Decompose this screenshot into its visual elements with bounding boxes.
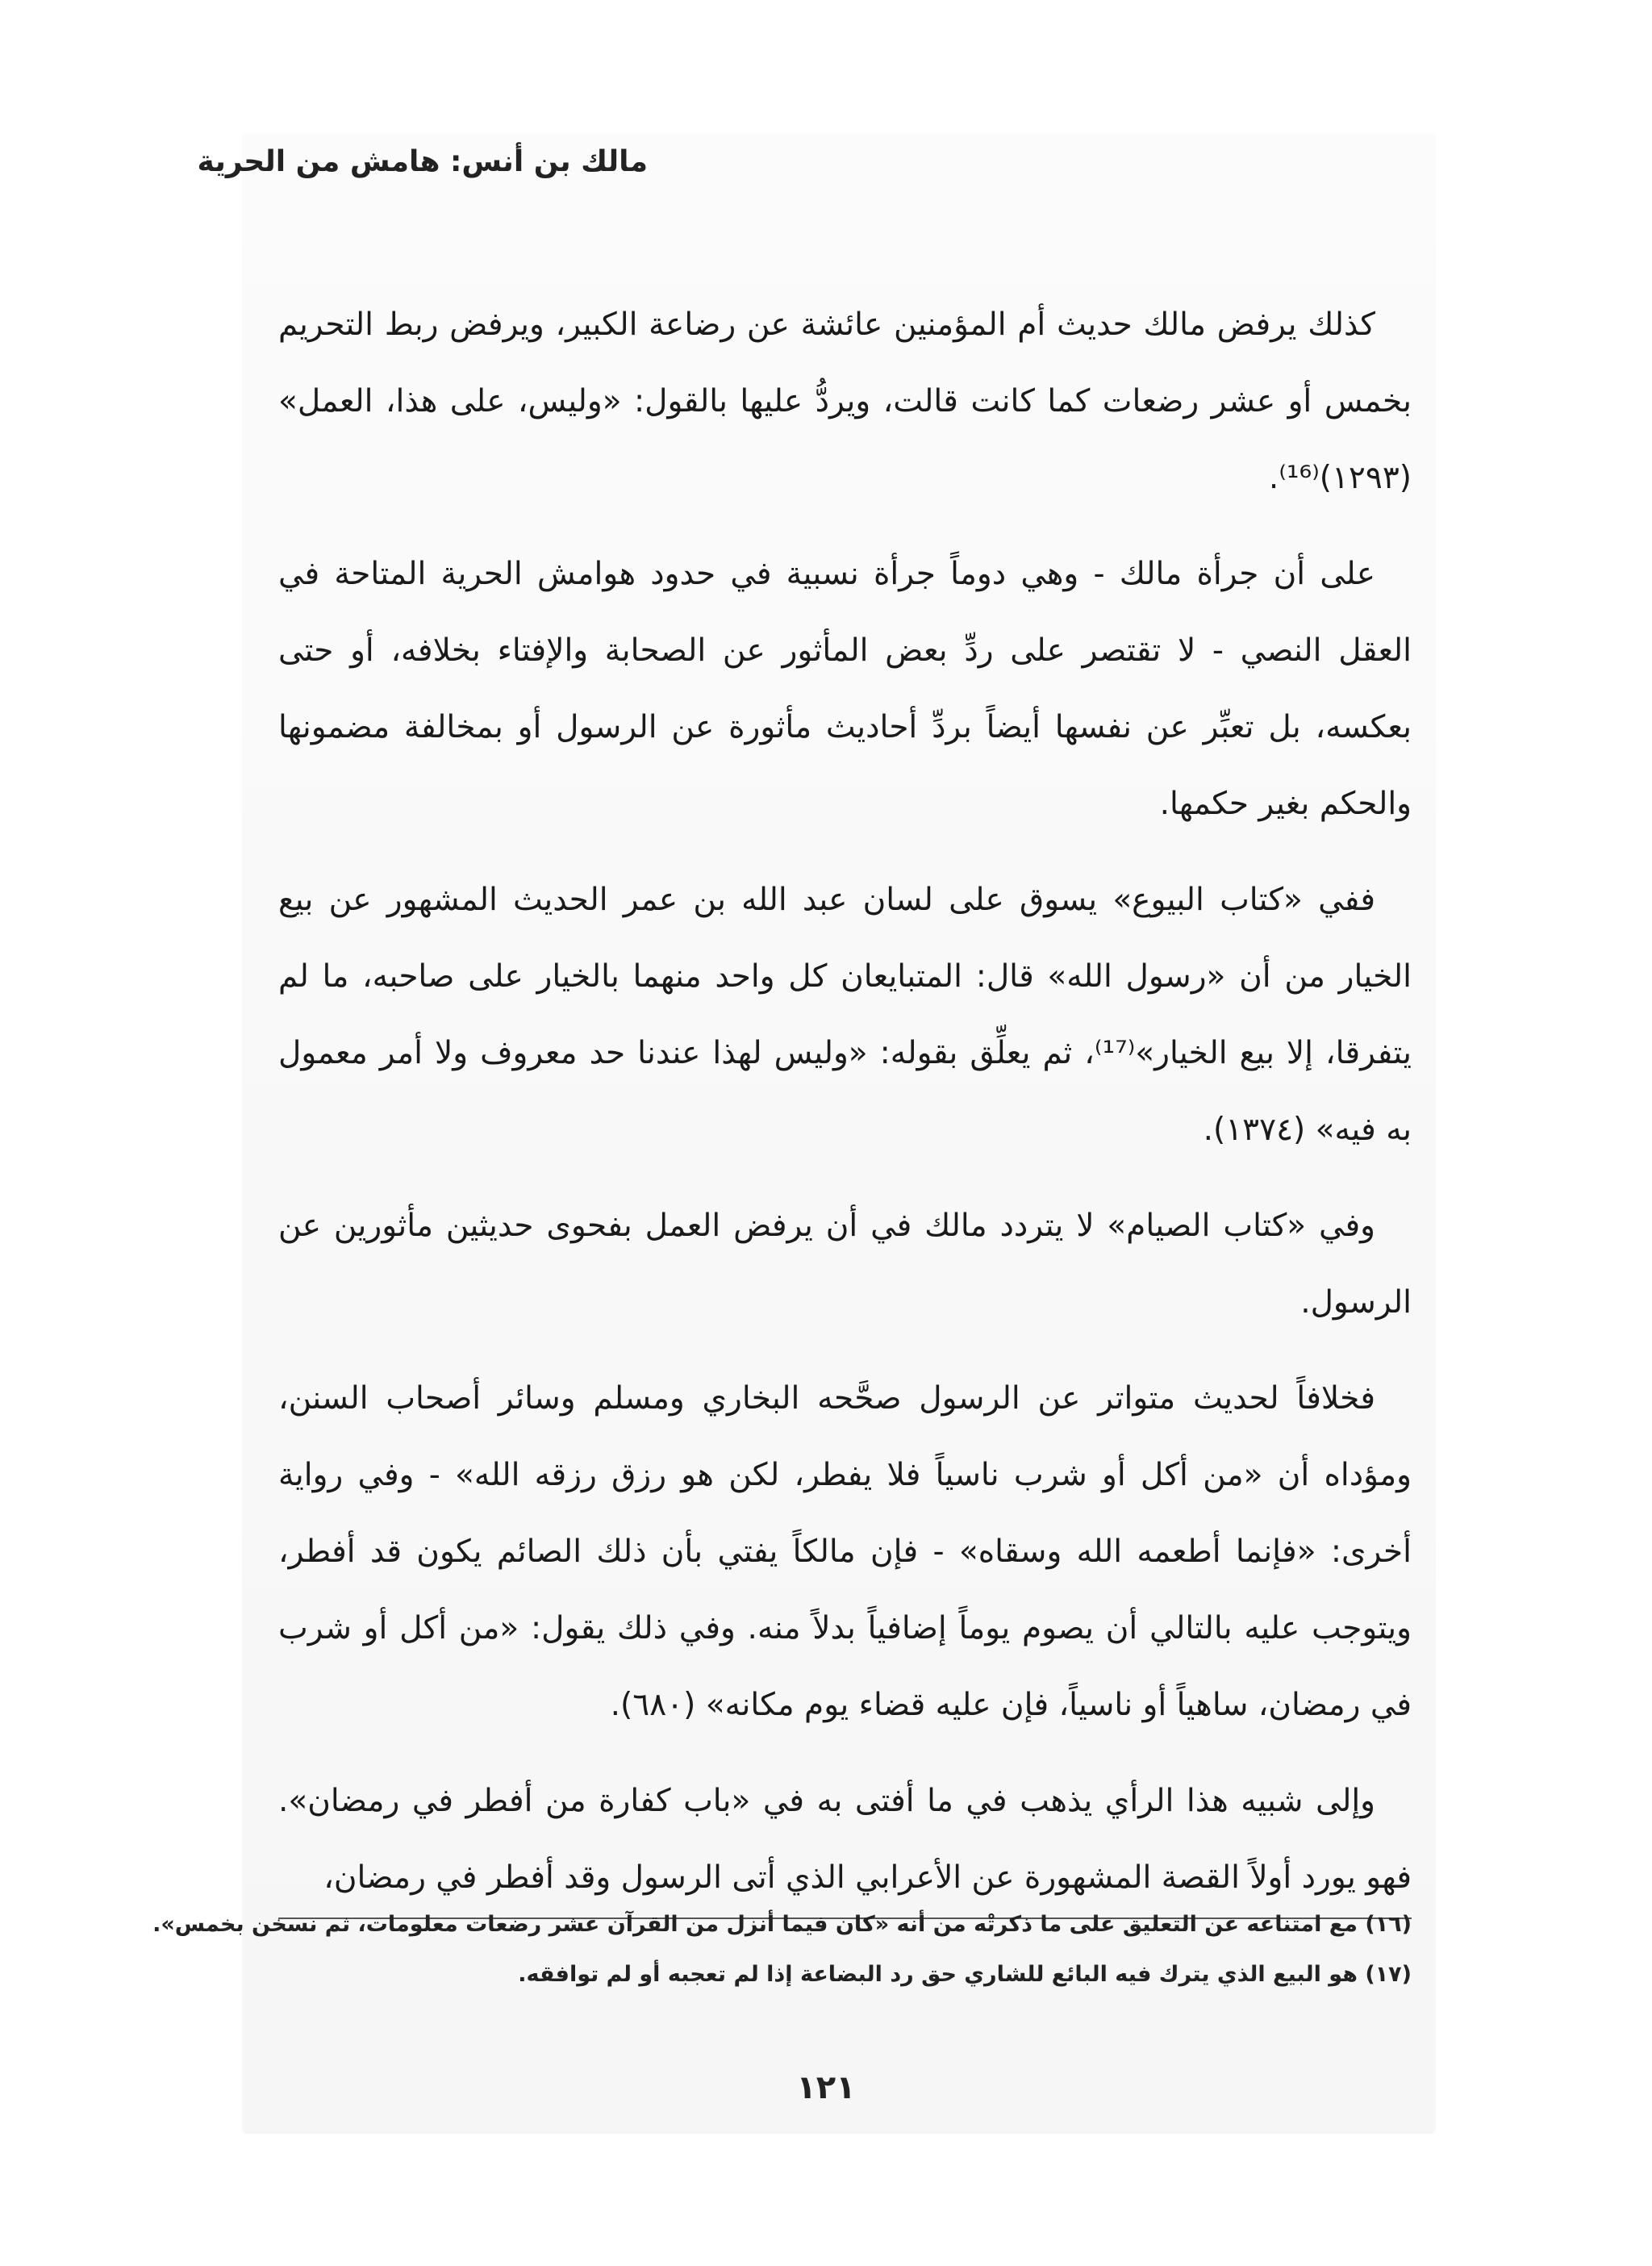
paragraph-1: كذلك يرفض مالك حديث أم المؤمنين عائشة عن رضاعة الكبير، ويرفض ربط التحريم بخمس أو عشر رضعات كما كانت قالت، ويردُّ عليها بالقول: «وليس، على هذا، العمل» (١٢٩٣)⁽¹⁶⁾. [278,307,1412,496]
main-text [278,286,1412,1919]
paragraph-3: ففي «كتاب البيوع» يسوق على لسان عبد الله بن عمر الحديث المشهور عن بيع الخيار من أن «رسول الله» قال: المتبايعان كل واحد منهما بالخيار على صاحبه، ما لم يتفرقا، إلا بيع الخيار»⁽¹⁷⁾، ثم يعلِّق بقوله: «وليس لهذا عندنا حد معروف ولا أمر معمول به فيه» (١٣٧٤). [278,882,1412,1148]
footnotes [152,1900,1412,2000]
page-number: ١٢١ [796,2069,856,2106]
running-header: مالك بن أنس: هامش من الحرية [197,145,648,178]
footnote-17: (١٧) هو البيع الذي يترك فيه البائع للشاري حق رد البضاعة إذا لم تعجبه أو لم توافقه. [518,1962,1412,1987]
paragraph-5: فخلافاً لحديث متواتر عن الرسول صحَّحه البخاري ومسلم وسائر أصحاب السنن، ومؤداه أن «من أكل أو شرب ناسياً فلا يفطر، لكن هو رزق رزقه الله» - وفي رواية أخرى: «فإنما أطعمه الله وسقاه» - فإن مالكاً يفتي بأن ذلك الصائم يكون قد أفطر، ويتوجب عليه بالتالي أن يصوم يوماً إضافياً بدلاً منه. وفي ذلك يقول: «من أكل أو شرب في رمضان، ساهياً أو ناسياً، فإن عليه قضاء يوم مكانه» (٦٨٠). [278,1380,1412,1723]
paragraph-4: وفي «كتاب الصيام» لا يتردد مالك في أن يرفض العمل بفحوى حديثين مأثورين عن الرسول. [278,1208,1412,1321]
paragraph-2: على أن جرأة مالك - وهي دوماً جرأة نسبية في حدود هوامش الحرية المتاحة في العقل النصي - لا تقتصر على ردِّ بعض المأثور عن الصحابة والإفتاء بخلافه، أو حتى بعكسه، بل تعبِّر عن نفسها أيضاً بردِّ أحاديث مأثورة عن الرسول أو بمخالفة مضمونها والحكم بغير حكمها. [278,556,1412,822]
paragraph-6: وإلى شبيه هذا الرأي يذهب في ما أفتى به في «باب كفارة من أفطر في رمضان». فهو يورد أولاً القصة المشهورة عن الأعرابي الذي أتى الرسول وقد أفطر في رمضان، [278,1763,1412,1919]
footnote-16: (١٦) مع امتناعه عن التعليق على ما ذكرتْه من أنه «كان فيما أنزل من القرآن عشر رضعات معلومات، ثم نسخن بخمس». [152,1912,1412,1937]
